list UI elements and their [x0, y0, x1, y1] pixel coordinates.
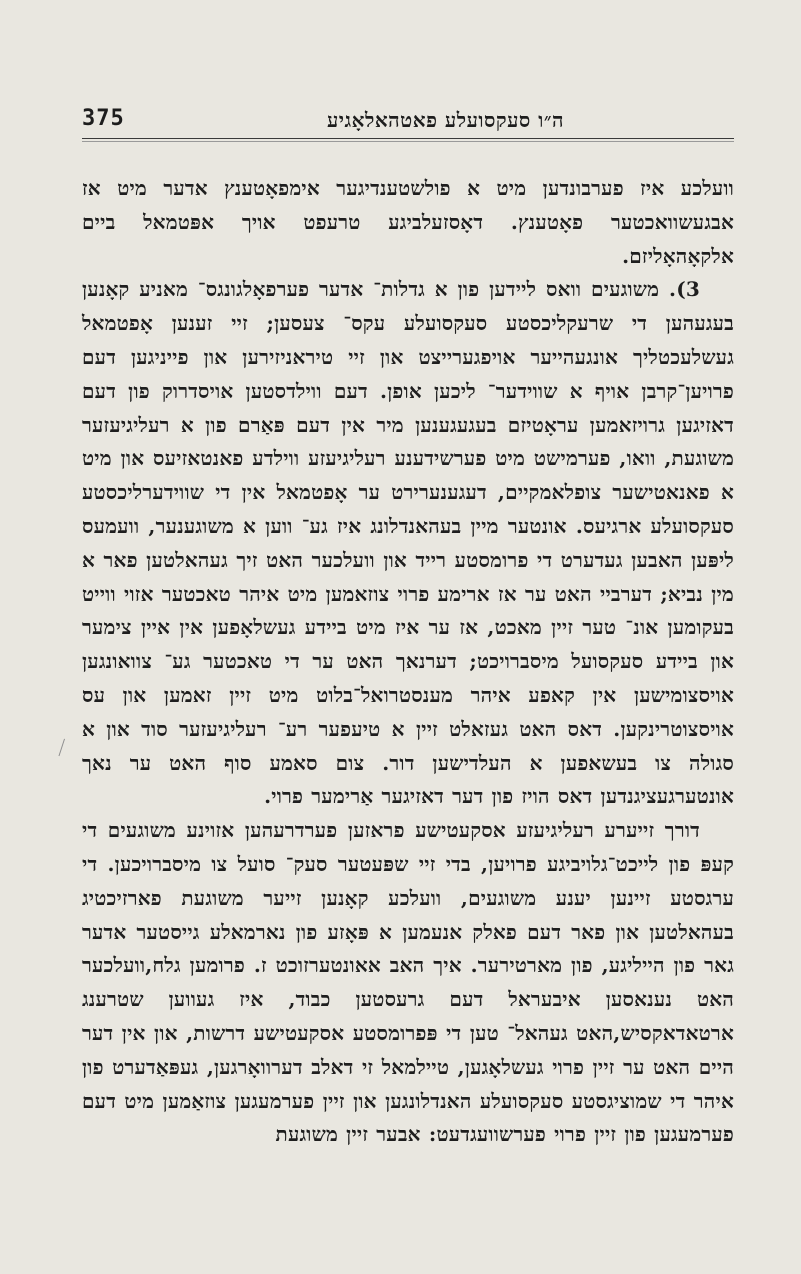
paragraph-2-text: משוגעים וואס ליידען פון א גדלות־ אדער פערפאָלגונגס־ מאניע קאָנען בעגעהען די שרעקליכסטע סעקסועלע עקס־ צעסען; זיי זענען אָפטמאל געשלעכטליך אונגעהייער אויפגערייצט און זיי טיראניזירען און פייניגען דעם פרויען־קרבן אויף א שווידער־ ליכען אופן. דעם ווילדסטען אויסדרוק פון דעם דאזיגען גרויזאמען עראָטיזם בעגעגענען מיר אין דעם פּאַרם פון א רעליגיעזער משוגעת, וואו, פערמישט מיט פערשידענע רעליגיעזע ווילדע פאנטאזיעס און מיט א פאנאטישער צופלאמקיים, דעגענערירט ער אָפטמאל אין די שווידערליכסטע סעקסועלע ארגיעס. אונטער מיין בעהאנדלונג איז גע־ ווען א משוגענער, וועמעס ליפּען האבען געדערט די פרומסטע רייד און וועלכער האט זיך געהאלטען פאר א מין נביא; דערביי האט ער אז ארימע פרוי צוזאמען מיט איהר טאכטער אזוי ווייט בעקומען אונ־ טער זיין מאכט, אז ער איז מיט ביידע געשלאָפען אין איין צימער און ביידע סעקסועל מיסברויכט; דערנאך האט ער די טאכטער גע־ צוואונגען אויסצומישען אין קאפע איהר מענסטרואל־בלוט מיט זיין זאמען און עס אויסצוטרינקען. דאס האט געזאלט זיין א טיעפער רע־ רעליגיעזער סוד און א סגולה צו בעשאפען א העלדישען דור. צום סאמע סוף האט ער נאך אונטערגעציגנדען דאס הויז פון דער דאזיגער אַרימער פרוי.: [82, 277, 734, 809]
paragraph-3: דורך זייערע רעליגיעזע אסקעטישע פראזען פערדרעהען אזוינע משוגעים די קעפּ פון לייכט־גלויביגע פרויען, בדי זיי שפּעטער סעק־ סועל צו מיסברויכען. די ערגסטע זיינען יענע משוגעים, וועלכע קאָנען זייער משוגעת פארזיכטיג בעהאלטען און פאר דעם פאלק אנעמען א פּאָזע פון נארמאלע גייסטער אדער גאר פון הייליגע, פון מארטירער. איך האב אאונטערזוכט ז. פרומען גלח,וועלכער האט נענאסען איבעראל דעם גרעסטען כבוד, איז געווען שטרענג ארטאדאקסיש,האט געהאל־ טען די פּפרומסטע אסקעטישע דרשות, און אין דער היים האט ער זיין פרוי געשלאָגען, טיילמאל זי דאלב דערוואָרגען, געפּאַדערט פון איהר די שמוציגסטע סעקסועלע האנדלונגען און זיין פערמעגען צוזאַמען מיט דעם פערמעגען פון זיין פרוי פערשוועגדעט: אבער זיין משוגעת: [82, 818, 734, 1147]
body-text: [82, 172, 734, 1152]
page-header: [82, 106, 734, 142]
paragraph-1: וועלכע איז פערבונדען מיט א פולשטענדיגער אימפאָטענץ אדער מיט אז אבגעשוואכטער פאָטענץ. דאָסזעלביגע טרעפט אויך אפּטמאל ביים אלקאָהאָליזם.: [82, 176, 734, 268]
paragraph-number: 3).: [669, 277, 700, 302]
paragraph-2: [82, 273, 734, 814]
header-rule: [82, 138, 734, 139]
running-title: ה״ו סעקסועלע פאטהאלאָגיע: [326, 108, 564, 132]
pencil-mark: [58, 739, 74, 760]
page-number: 375: [82, 106, 125, 131]
